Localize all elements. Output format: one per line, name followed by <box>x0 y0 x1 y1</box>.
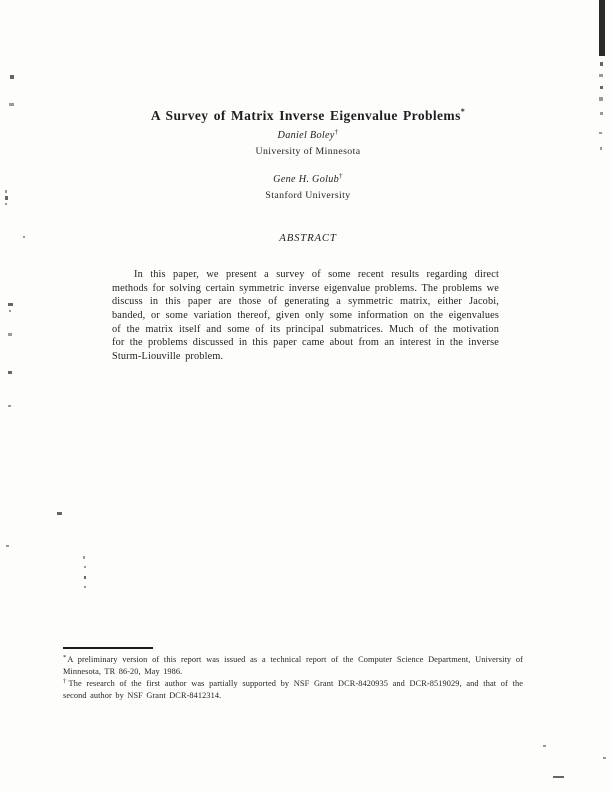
title-footnote-marker: * <box>460 107 466 117</box>
scan-artifact <box>23 236 25 238</box>
scan-artifact <box>9 310 11 312</box>
paper-title-text: A Survey of Matrix Inverse Eigenvalue Problems <box>150 108 461 124</box>
footnote-2-marker: † <box>63 678 68 685</box>
scan-artifact <box>84 586 86 588</box>
author-2-name: Gene H. Golub <box>273 174 340 185</box>
scan-artifact <box>8 371 12 374</box>
scan-artifact <box>599 74 603 77</box>
scan-artifact <box>8 405 11 407</box>
scan-artifact <box>5 203 7 205</box>
scan-artifact <box>599 132 602 134</box>
scan-artifact <box>9 103 14 106</box>
scan-artifact <box>600 62 603 66</box>
abstract-body: In this paper, we present a survey of some recent results regarding direct methods for solving certain symmetric inverse eigenvalue problems. The problems we discuss in this paper are those of generating a symmetric matrix, either Jacobi, banded, or some variation thereof, given only some information on the eigenvalues of the matrix itself and some of its principal submatrices. Much of the motivation for the problems discussed in this paper came about from an interest in the inverse Sturm-Liouville problem. <box>112 269 499 362</box>
scan-artifact <box>84 566 86 568</box>
author-2 <box>58 172 558 185</box>
scan-artifact <box>603 757 606 759</box>
footnote-1-marker: * <box>63 654 67 661</box>
footnote-2-text: The research of the first author was partially supported by NSF Grant DCR-8420935 and DCR-8519029, and that of the second author by NSF Grant DCR-8412314. <box>63 679 523 700</box>
scan-artifact <box>8 303 13 306</box>
author-2-affiliation: Stanford University <box>265 190 351 201</box>
scan-artifact <box>600 147 602 150</box>
scan-artifact <box>57 512 62 515</box>
scan-artifact <box>599 97 603 101</box>
scan-artifact <box>543 745 546 747</box>
author-1-affiliation: University of Minnesota <box>255 146 361 157</box>
abstract-heading: ABSTRACT <box>279 232 337 244</box>
footnote-1-text: A preliminary version of this report was issued as a technical report of the Computer Science Department, University of Minnesota, TR 86-20, May 1986. <box>63 655 523 676</box>
author-1-footnote-marker: † <box>334 128 339 136</box>
scan-artifact <box>8 333 12 336</box>
scan-artifact <box>83 556 85 559</box>
author-1-name: Daniel Boley <box>277 130 335 141</box>
scan-artifact <box>84 576 86 579</box>
scan-artifact <box>10 75 14 79</box>
scan-artifact-right-edge-strip <box>599 0 605 56</box>
footnote-preliminary-version <box>63 652 523 677</box>
author-2-footnote-marker: † <box>339 172 343 180</box>
paper-title <box>58 107 558 124</box>
footnote-separator-rule <box>63 647 153 649</box>
scan-artifact <box>600 86 603 89</box>
scan-artifact <box>5 196 8 200</box>
scan-artifact <box>600 112 603 115</box>
author-1 <box>58 128 558 141</box>
scan-artifact <box>5 190 7 193</box>
scan-artifact <box>6 545 9 547</box>
scan-artifact-bottom-dash <box>553 776 564 778</box>
footnote-grant-support <box>63 676 523 701</box>
